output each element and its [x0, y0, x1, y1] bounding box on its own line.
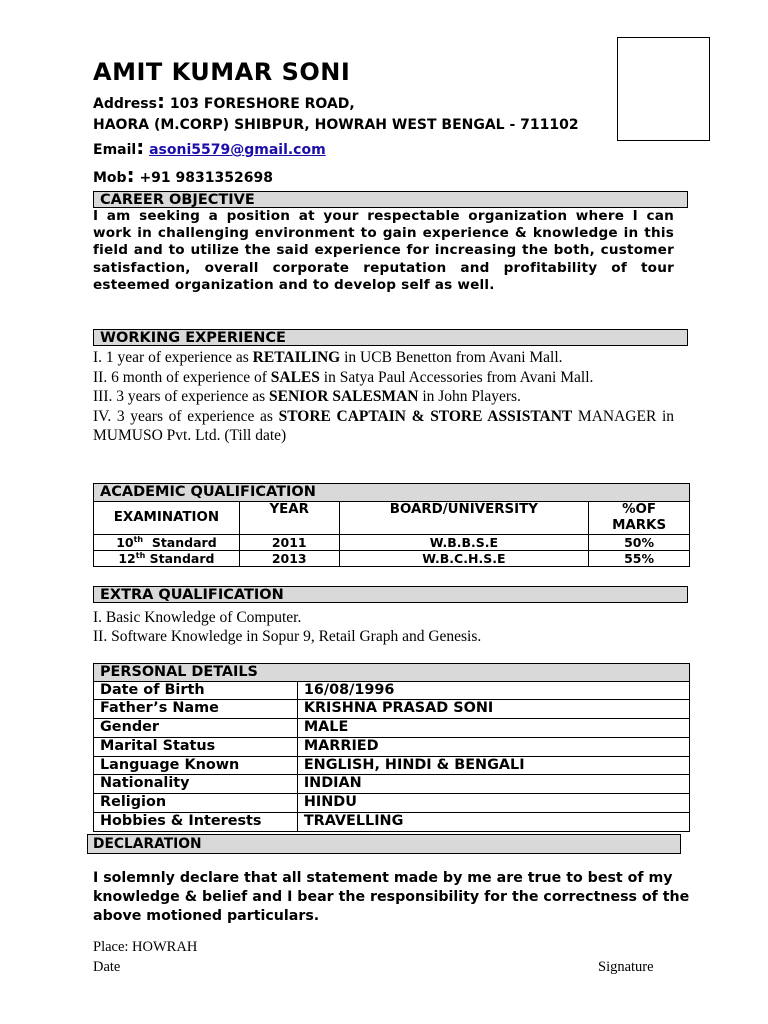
experience-item: II. 6 month of experience of SALES in Satya Paul Accessories from Avani Mall. — [93, 368, 594, 386]
exam-cell: 10th Standard — [94, 535, 240, 551]
detail-value: INDIAN — [297, 775, 689, 794]
table-row — [94, 737, 690, 756]
career-objective-text: I am seeking a position at your respectable organization where I can work in challenging environment to gain experience & knowledge in this field and to utilize the said experience for increasing the both, customer satisfaction, overall corporate reputation and profitability of tour esteemed organization and to develop self as well. — [93, 208, 674, 293]
table-row — [94, 813, 690, 832]
email-line — [93, 135, 326, 159]
detail-label: Gender — [94, 719, 298, 738]
declaration-heading: DECLARATION — [87, 834, 681, 854]
detail-label: Marital Status — [94, 737, 298, 756]
experience-item: III. 3 years of experience as SENIOR SALESMAN in John Players. — [93, 388, 521, 405]
mobile-line — [93, 163, 273, 187]
address-line1-text: 103 FORESHORE ROAD, — [169, 96, 355, 112]
table-row — [94, 794, 690, 813]
extra-qualification-list — [93, 608, 674, 646]
detail-label: Language Known — [94, 756, 298, 775]
photo-box — [617, 37, 710, 141]
detail-label: Father’s Name — [94, 700, 298, 719]
table-row — [94, 535, 690, 551]
detail-value: HINDU — [297, 794, 689, 813]
personal-details-heading: PERSONAL DETAILS — [94, 664, 690, 682]
email-colon: : — [136, 135, 145, 159]
detail-value: TRAVELLING — [297, 813, 689, 832]
list-item: I. Basic Knowledge of Computer. — [93, 609, 302, 626]
place-line: Place: HOWRAH — [93, 939, 198, 955]
email-link[interactable]: asoni5579@gmail.com — [149, 142, 326, 158]
address-label: Address — [93, 96, 157, 112]
academic-heading: ACADEMIC QUALIFICATION — [94, 484, 690, 502]
table-row — [94, 551, 690, 567]
address-colon: : — [156, 89, 165, 113]
experience-item: I. 1 year of experience as RETAILING in UCB Benetton from Avani Mall. — [93, 349, 563, 366]
board-cell: W.B.B.S.E — [339, 535, 589, 551]
table-row — [94, 681, 690, 700]
working-experience-list — [93, 348, 674, 446]
address-line-1 — [93, 89, 355, 113]
mobile-colon: : — [126, 163, 135, 187]
candidate-name: AMIT KUMAR SONI — [93, 58, 351, 86]
personal-details-table — [93, 663, 690, 832]
detail-label: Date of Birth — [94, 681, 298, 700]
column-header: BOARD/UNIVERSITY — [339, 502, 589, 535]
signature-line: Signature — [598, 959, 654, 975]
mobile-label: Mob — [93, 170, 127, 186]
career-objective-heading: CAREER OBJECTIVE — [93, 191, 688, 208]
extra-qualification-heading: EXTRA QUALIFICATION — [93, 586, 688, 603]
marks-cell: 50% — [589, 535, 690, 551]
table-row — [94, 756, 690, 775]
year-cell: 2011 — [239, 535, 339, 551]
exam-cell: 12th Standard — [94, 551, 240, 567]
detail-value: ENGLISH, HINDI & BENGALI — [297, 756, 689, 775]
detail-value: KRISHNA PRASAD SONI — [297, 700, 689, 719]
marks-cell: 55% — [589, 551, 690, 567]
detail-label: Hobbies & Interests — [94, 813, 298, 832]
declaration-text: I solemnly declare that all statement made by me are true to best of my knowledge & belief and I bear the responsibility for the correctness of the above motioned particulars. — [93, 870, 690, 924]
table-row — [94, 719, 690, 738]
detail-value: 16/08/1996 — [297, 681, 689, 700]
experience-item: IV. 3 years of experience as STORE CAPTAIN & STORE ASSISTANT MANAGER in MUMUSO Pvt. Ltd. (Till date) — [93, 407, 674, 444]
academic-table — [93, 483, 690, 567]
column-header: EXAMINATION — [94, 502, 240, 535]
board-cell: W.B.C.H.S.E — [339, 551, 589, 567]
detail-value: MARRIED — [297, 737, 689, 756]
address-line-2: HAORA (M.CORP) SHIBPUR, HOWRAH WEST BENGAL - 711102 — [93, 117, 579, 133]
email-label: Email — [93, 142, 137, 158]
detail-label: Religion — [94, 794, 298, 813]
table-row — [94, 700, 690, 719]
year-cell: 2013 — [239, 551, 339, 567]
list-item: II. Software Knowledge in Sopur 9, Retail Graph and Genesis. — [93, 628, 482, 645]
table-row — [94, 775, 690, 794]
column-header: %OF MARKS — [589, 502, 690, 535]
detail-label: Nationality — [94, 775, 298, 794]
detail-value: MALE — [297, 719, 689, 738]
working-experience-heading: WORKING EXPERIENCE — [93, 329, 688, 346]
mobile-value: +91 9831352698 — [139, 170, 273, 186]
date-line: Date — [93, 959, 121, 975]
column-header: YEAR — [239, 502, 339, 535]
